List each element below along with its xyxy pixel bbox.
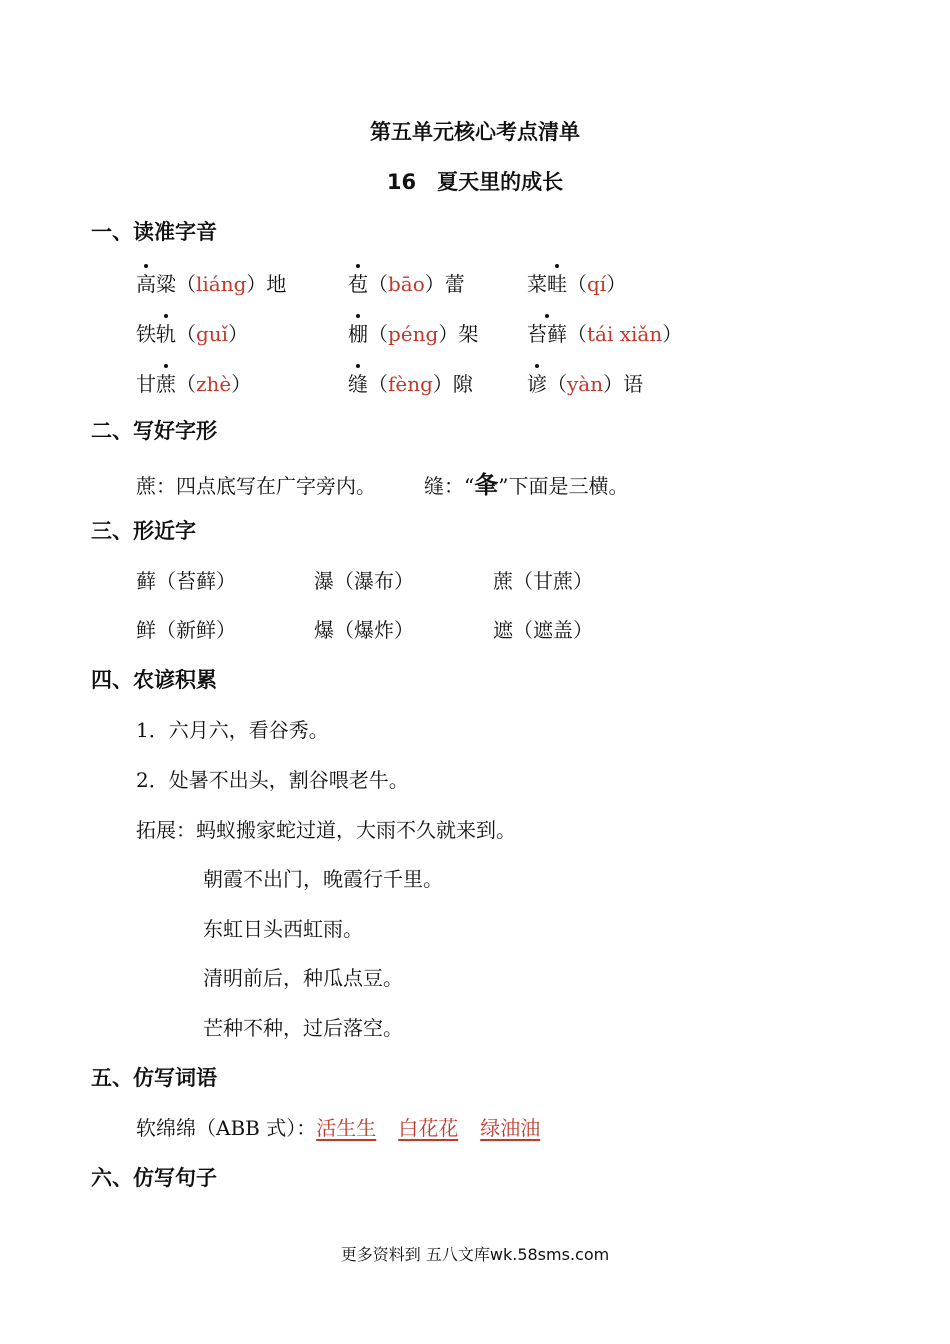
dotted-char: 谚 — [527, 368, 547, 397]
similar-char-item: 遮（遮盖） — [493, 618, 593, 642]
pinyin: fèng — [388, 372, 433, 396]
proverb-line: 1．六月六，看谷秀。 — [136, 718, 329, 742]
section-heading-proverbs: 四、农谚积累 — [91, 668, 217, 692]
pronunciation-item: 苞（bāo）蕾 — [348, 268, 465, 297]
pinyin: liáng — [196, 272, 247, 296]
section-heading-word-imitation: 五、仿写词语 — [91, 1066, 217, 1090]
pronunciation-item: 苔藓（tái xiǎn） — [527, 318, 682, 347]
section-heading-sentence-imitation: 六、仿写句子 — [91, 1166, 217, 1190]
proverb-line: 朝霞不出门，晚霞行千里。 — [203, 867, 443, 891]
glyph-note: 蔗：四点底写在广字旁内。 缝：“夆”下面是三横。 — [136, 470, 629, 499]
pronunciation-item: 高粱（liáng）地 — [136, 268, 286, 297]
proverb-line: 芒种不种，过后落空。 — [203, 1016, 403, 1040]
pronunciation-item: 铁轨（guǐ） — [136, 318, 248, 347]
pinyin: guǐ — [196, 322, 229, 346]
dotted-char: 畦 — [547, 268, 567, 297]
pronunciation-item: 缝（fèng）隙 — [348, 368, 473, 397]
pinyin: péng — [388, 322, 439, 346]
proverb-line: 2．处暑不出头，割谷喂老牛。 — [136, 768, 409, 792]
dotted-char: 棚 — [348, 318, 368, 347]
similar-char-item: 鲜（新鲜） — [136, 618, 236, 642]
pronunciation-item: 棚（péng）架 — [348, 318, 478, 347]
similar-char-item: 藓（苔藓） — [136, 569, 236, 593]
footer-link[interactable]: 更多资料到 五八文库wk.58sms.com — [340, 1245, 610, 1264]
section-heading-pronunciation: 一、读准字音 — [91, 220, 217, 244]
similar-char-item: 蔗（甘蔗） — [493, 569, 593, 593]
similar-char-item: 爆（爆炸） — [314, 618, 414, 642]
glyph-highlight: 夆 — [474, 470, 499, 499]
pinyin: yàn — [567, 372, 604, 396]
word-pattern: 软绵绵（ABB 式）： — [136, 1116, 317, 1140]
dotted-char: 苞 — [348, 268, 368, 297]
word-imitation — [136, 1112, 540, 1141]
section-heading-glyphs: 二、写好字形 — [91, 419, 217, 443]
answer-word: 绿油油 — [480, 1116, 541, 1140]
pronunciation-item: 谚（yàn）语 — [527, 368, 643, 397]
dotted-char: 蔗 — [156, 368, 176, 397]
dotted-char: 缝 — [348, 368, 368, 397]
dotted-char: 高 — [136, 268, 156, 297]
section-heading-similar-chars: 三、形近字 — [91, 519, 196, 543]
similar-char-item: 瀑（瀑布） — [314, 569, 414, 593]
glyph-note-feng-label: 缝： — [424, 474, 464, 498]
page-title: 第五单元核心考点清单 — [370, 120, 580, 144]
pinyin: tái xiǎn — [587, 322, 663, 346]
lesson-title: 16 夏天里的成长 — [386, 170, 564, 194]
pinyin: qí — [587, 272, 607, 296]
proverb-line: 拓展：蚂蚁搬家蛇过道，大雨不久就来到。 — [136, 818, 516, 842]
pinyin: zhè — [196, 372, 232, 396]
proverb-line: 清明前后，种瓜点豆。 — [203, 966, 403, 990]
answer-word: 白花花 — [398, 1116, 459, 1140]
pronunciation-item: 甘蔗（zhè） — [136, 368, 251, 397]
glyph-note-zhe: 蔗：四点底写在广字旁内。 — [136, 474, 376, 498]
dotted-char: 苔藓 — [527, 318, 567, 347]
glyph-note-feng: 下面是三横。 — [508, 474, 629, 498]
proverb-line: 东虹日头西虹雨。 — [203, 917, 363, 941]
pronunciation-item: 菜畦（qí） — [527, 268, 626, 297]
answer-word: 活生生 — [316, 1116, 377, 1140]
pinyin: bāo — [388, 272, 425, 296]
dotted-char: 轨 — [156, 318, 176, 347]
